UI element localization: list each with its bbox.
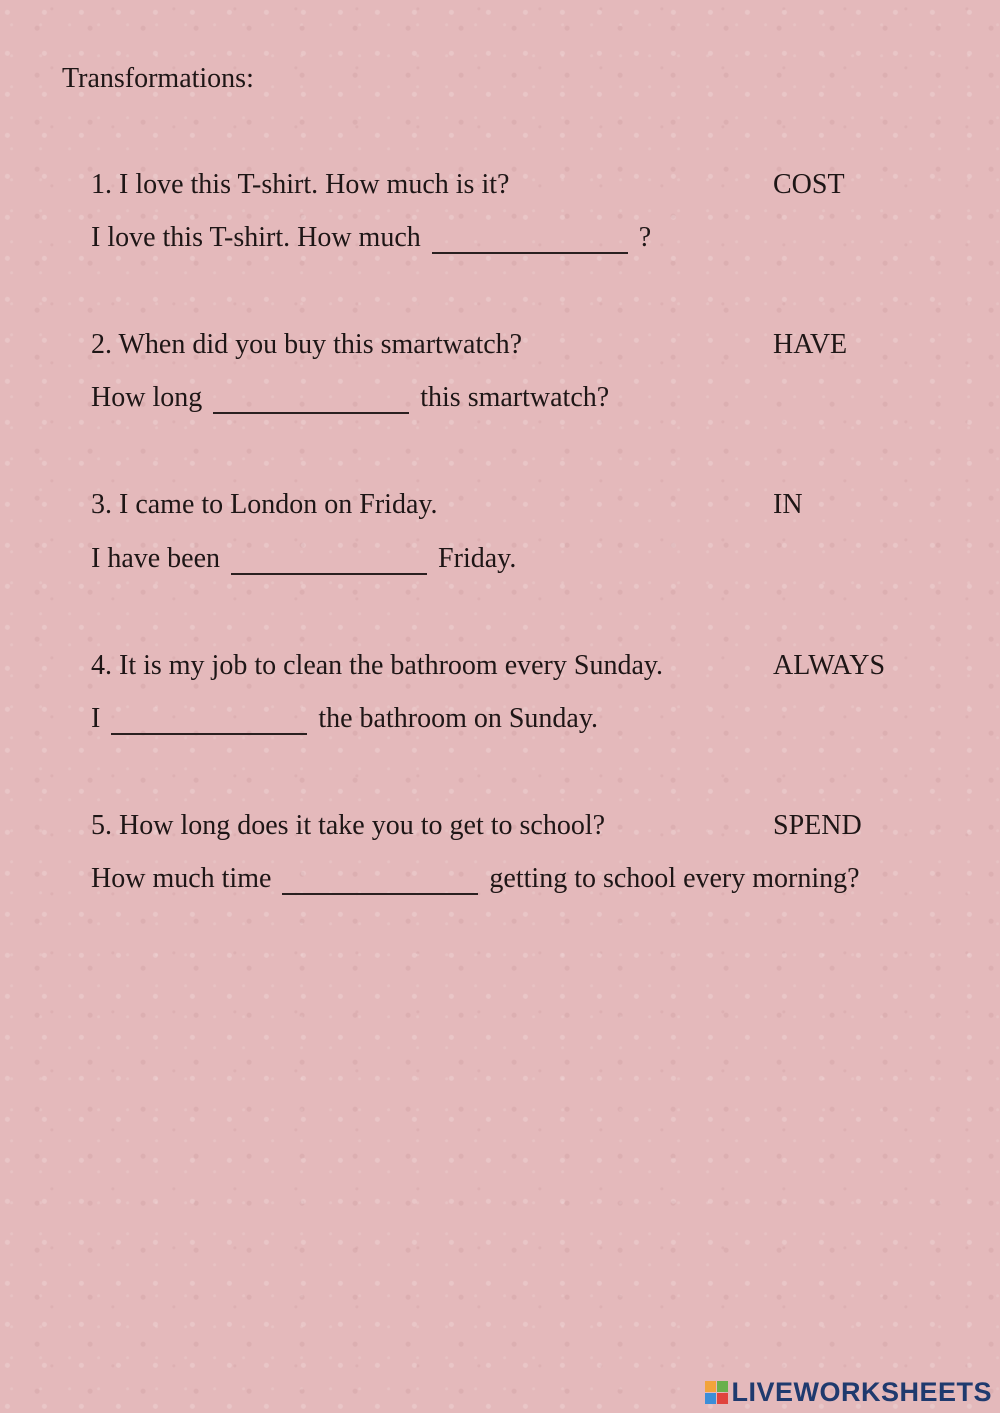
item-2-suffix: this smartwatch? (420, 382, 610, 413)
item-4-rewrite-line (91, 700, 598, 738)
logo-square-2 (717, 1381, 728, 1392)
item-2-prefix: How long (91, 382, 203, 413)
item-5-answer-input[interactable] (282, 869, 478, 895)
item-3-rewrite-line (91, 540, 516, 578)
item-3-keyword: IN (773, 489, 803, 520)
logo-square-1 (705, 1381, 716, 1392)
liveworksheets-logo (705, 1377, 992, 1407)
item-4-suffix: the bathroom on Sunday. (318, 703, 599, 734)
liveworksheets-logo-text: LIVEWORKSHEETS (731, 1376, 992, 1407)
logo-square-4 (717, 1393, 728, 1404)
item-1-keyword: COST (773, 169, 845, 200)
item-5-rewrite-line (91, 860, 860, 898)
liveworksheets-logo-icon (705, 1381, 728, 1404)
item-5-original-sentence: 5. How long does it take you to get to school? (91, 810, 606, 841)
item-1-rewrite-line (91, 219, 651, 257)
item-2-rewrite-line (91, 379, 609, 417)
item-3-suffix: Friday. (438, 543, 517, 574)
item-5-keyword: SPEND (773, 810, 862, 841)
item-1-prefix: I love this T-shirt. How much (91, 222, 421, 253)
item-2-original-sentence: 2. When did you buy this smartwatch? (91, 329, 523, 360)
item-2-answer-input[interactable] (213, 388, 409, 414)
item-5-prefix: How much time (91, 863, 272, 894)
item-1-answer-input[interactable] (432, 228, 628, 254)
worksheet-title: Transformations: (62, 63, 254, 94)
logo-square-3 (705, 1393, 716, 1404)
item-4-prefix: I (91, 703, 101, 734)
item-4-keyword: ALWAYS (773, 650, 886, 681)
item-3-original-sentence: 3. I came to London on Friday. (91, 489, 438, 520)
item-4-answer-input[interactable] (111, 709, 307, 735)
item-3-answer-input[interactable] (231, 549, 427, 575)
item-3-prefix: I have been (91, 543, 221, 574)
item-2-keyword: HAVE (773, 329, 848, 360)
item-4-original-sentence: 4. It is my job to clean the bathroom every Sunday. (91, 650, 664, 681)
item-1-original-sentence: 1. I love this T-shirt. How much is it? (91, 169, 510, 200)
item-1-suffix: ? (638, 222, 652, 253)
item-5-suffix: getting to school every morning? (489, 863, 860, 894)
